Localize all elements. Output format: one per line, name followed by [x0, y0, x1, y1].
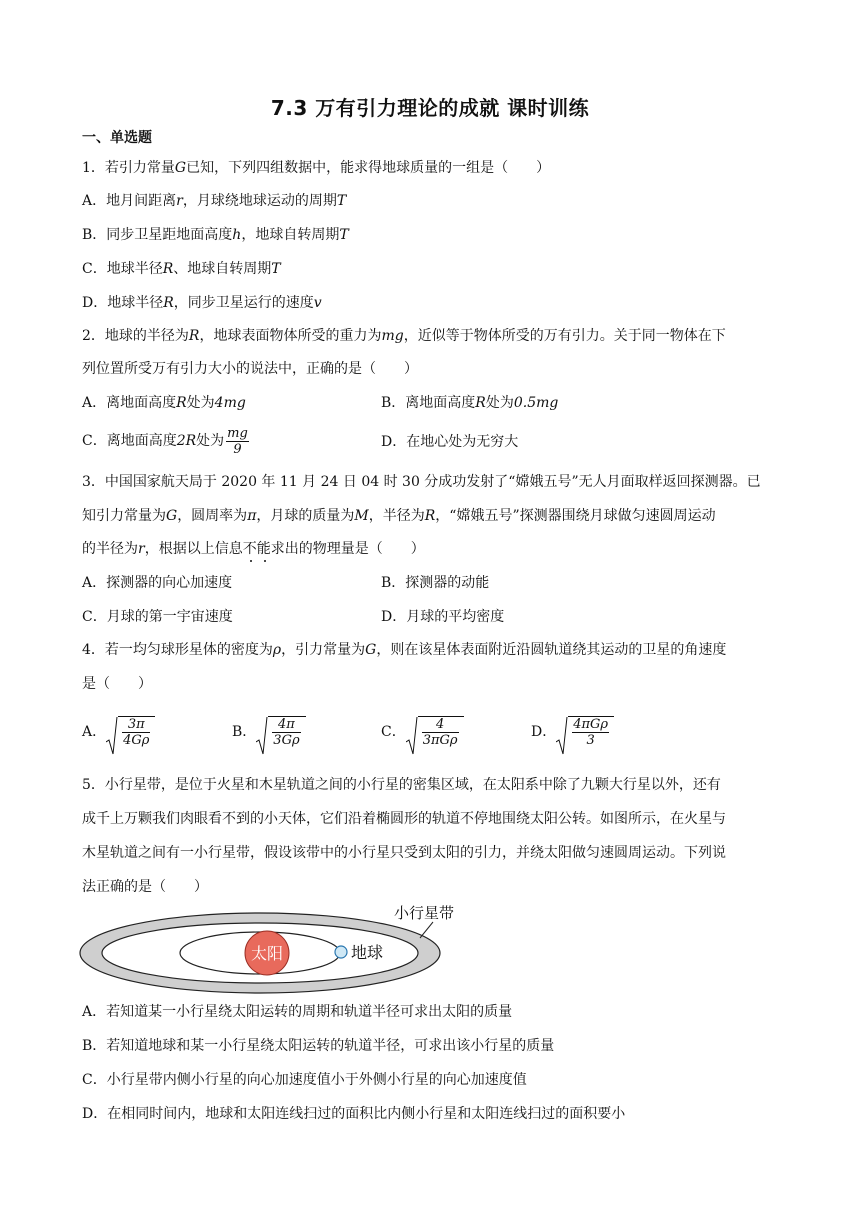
q5-stem-line3: 木星轨道之间有一小行星带，假设该带中的小行星只受到太阳的引力，并绕太阳做匀速圆周运动。下列说 — [82, 845, 726, 861]
q2-option-b: B．离地面高度R处为0.5mg — [381, 395, 559, 411]
q3-option-d: D．月球的平均密度 — [381, 609, 505, 625]
q3-stem-line3: 的半径为r，根据以上信息不能求出的物理量是（ ） — [82, 541, 425, 557]
q1-option-a: A．地月间距离r，月球绕地球运动的周期T — [82, 193, 347, 209]
earth-icon — [335, 946, 347, 958]
q1-option-d: D．地球半径R，同步卫星运行的速度v — [82, 295, 322, 311]
q3-option-a: A．探测器的向心加速度 — [82, 575, 233, 591]
q5-stem-line1: 5．小行星带，是位于火星和木星轨道之间的小行星的密集区域，在太阳系中除了九颗大行星以外，还有 — [82, 777, 721, 793]
q4-option-b: B． $\frac{4\pi}{3G\rho}$ — [232, 716, 306, 748]
q5-stem-line4: 法正确的是（ ） — [82, 879, 208, 895]
q3-option-b: B．探测器的动能 — [381, 575, 490, 591]
sqrt-icon: $\frac{4}{\text{3πGρ}}$ — [406, 716, 464, 748]
q4-option-c: C． $\frac{4}{\text{3πGρ}}$ — [381, 716, 464, 748]
q5-option-c: C．小行星带内侧小行星的向心加速度值小于外侧小行星的向心加速度值 — [82, 1072, 527, 1088]
q5-option-b: B．若知道地球和某一小行星绕太阳运转的轨道半径，可求出该小行星的质量 — [82, 1038, 555, 1054]
q2-stem-line1: 2．地球的半径为R，地球表面物体所受的重力为mg，近似等于物体所受的万有引力。关于同一物体在下 — [82, 328, 726, 344]
belt-label: 小行星带 — [394, 904, 455, 922]
q2-option-c: C．离地面高度2R处为 $\frac{mg}{9}$ — [82, 425, 248, 457]
sun-label: 太阳 — [250, 944, 284, 963]
q3-stem-line2: 知引力常量为G，圆周率为π，月球的质量为M，半径为R，“嫦娥五号”探测器围绕月球做匀速圆周运动 — [82, 508, 716, 524]
q2-option-a: A．离地面高度R处为4mg — [82, 395, 246, 411]
earth-label: 地球 — [351, 943, 384, 962]
q3-option-c: C．月球的第一宇宙速度 — [82, 609, 233, 625]
belt-pointer — [420, 922, 433, 938]
q1-option-b: B．同步卫星距地面高度h，地球自转周期T — [82, 227, 349, 243]
q5-stem-line2: 成千上万颗我们肉眼看不到的小天体，它们沿着椭圆形的轨道不停地围绕太阳公转。如图所示，在火星与 — [82, 811, 726, 827]
q5-option-a: A．若知道某一小行星绕太阳运转的周期和轨道半径可求出太阳的质量 — [82, 1004, 513, 1020]
q2-c-fraction: $\frac{mg}{9}$ — [227, 425, 248, 457]
q5-option-d: D．在相同时间内，地球和太阳连线扫过的面积比内侧小行星和太阳连线扫过的面积要小 — [82, 1106, 626, 1122]
sqrt-icon: $\frac{3\pi}{4G\rho}$ — [106, 716, 155, 748]
q4-stem-line1: 4．若一均匀球形星体的密度为ρ，引力常量为G，则在该星体表面附近沿圆轨道绕其运动的卫星的角速度 — [82, 642, 727, 658]
sqrt-icon: $\frac{4\pi}{3G\rho}$ — [256, 716, 305, 748]
q2-stem-line2: 列位置所受万有引力大小的说法中，正确的是（ ） — [82, 361, 418, 377]
q2-option-d: D．在地心处为无穷大 — [381, 434, 519, 450]
page-title: 7.3 万有引力理论的成就 课时训练 — [270, 96, 590, 120]
section-heading: 一、单选题 — [82, 130, 152, 146]
q4-option-d: D． $\frac{\text{4πGρ}}{3}$ — [531, 716, 614, 748]
q1-stem: 1．若引力常量G已知，下列四组数据中，能求得地球质量的一组是（ ） — [82, 160, 551, 176]
q1-option-c: C．地球半径R、地球自转周期T — [82, 261, 281, 277]
q4-option-a: A． $\frac{3\pi}{4G\rho}$ — [82, 716, 155, 748]
q3-stem-line1: 3．中国国家航天局于 2020 年 11 月 24 日 04 时 30 分成功发射了“嫦娥五号”无人月面取样返回探测器。已 — [82, 474, 761, 490]
sqrt-icon: $\frac{\text{4πGρ}}{3}$ — [556, 716, 614, 748]
q4-stem-line2: 是（ ） — [82, 676, 152, 692]
asteroid-belt-figure — [78, 900, 478, 998]
